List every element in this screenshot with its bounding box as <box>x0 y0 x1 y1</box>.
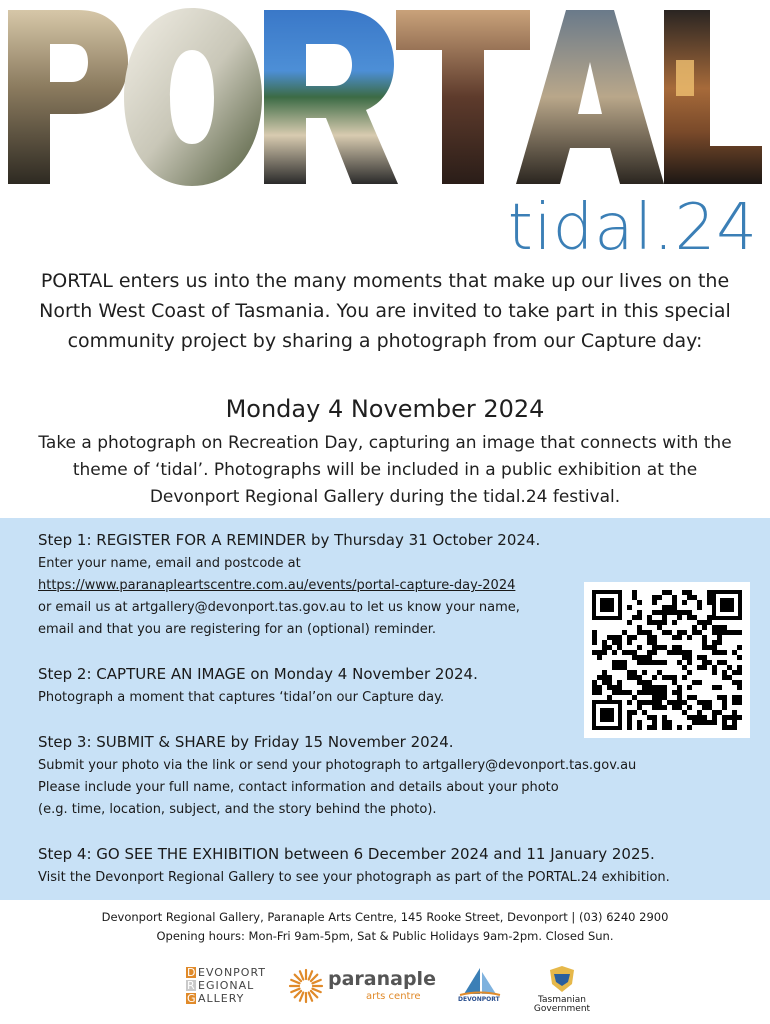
festival-subtitle: tidal.24 <box>507 191 758 265</box>
letter-l <box>664 10 762 184</box>
portal-title-block <box>0 0 770 265</box>
letter-r <box>264 10 398 184</box>
paranaple-arts-centre-logo: paranaple arts centre <box>286 966 436 1006</box>
sunburst-icon <box>288 968 324 1004</box>
opening-hours: Opening hours: Mon-Fri 9am-5pm, Sat & Public Holidays 9am-2pm. Closed Sun. <box>156 929 614 943</box>
portal-photo-letters <box>0 0 770 200</box>
step-3-title: Step 3: SUBMIT & SHARE by Friday 15 November 2024. <box>38 733 454 751</box>
step-2-title: Step 2: CAPTURE AN IMAGE on Monday 4 November 2024. <box>38 665 478 683</box>
letter-a <box>516 10 664 184</box>
intro-paragraph: PORTAL enters us into the many moments that make up our lives on the North West Coast of Tasmania. You are invited to take part in this special community project by sharing a photograph from our Capture day: <box>39 270 731 352</box>
step-1-title: Step 1: REGISTER FOR A REMINDER by Thursday 31 October 2024. <box>38 531 541 549</box>
letter-o <box>124 8 262 186</box>
letter-p <box>8 10 128 184</box>
step-3-line: Please include your full name, contact information and details about your photo <box>38 780 559 795</box>
gallery-address: Devonport Regional Gallery, Paranaple Arts Centre, 145 Rooke Street, Devonport | (03) 6240 2900 <box>101 910 669 924</box>
tasmanian-crest-icon <box>542 964 582 994</box>
devonport-regional-gallery-logo: D EVONPORT R EGIONAL G ALLERY <box>187 966 267 1005</box>
registration-link[interactable]: https://www.paranapleartscentre.com.au/events/portal-capture-day-2024 <box>38 578 516 593</box>
qr-code-graphic <box>584 582 750 738</box>
description-paragraph: Take a photograph on Recreation Day, capturing an image that connects with the theme of ‘tidal’. Photographs will be included in a public exhibition at the Devonport Regional Gallery during the tidal.24 festival. <box>38 433 732 507</box>
letter-t <box>396 10 530 184</box>
devonport-city-logo: DEVONPORT <box>456 966 504 1010</box>
step-1-line: email and that you are registering for an (optional) reminder. <box>38 622 437 637</box>
step-4-title: Step 4: GO SEE THE EXHIBITION between 6 December 2024 and 11 January 2025. <box>38 845 655 863</box>
footer-info <box>0 908 770 946</box>
step-2-line: Photograph a moment that captures ‘tidal’on our Capture day. <box>38 690 445 705</box>
step-4-line: Visit the Devonport Regional Gallery to see your photograph as part of the PORTAL.24 exhibition. <box>38 870 670 885</box>
step-1-link <box>38 576 515 596</box>
capture-date: Monday 4 November 2024 <box>225 395 545 423</box>
steps-panel <box>0 518 770 900</box>
qr-code[interactable] <box>584 582 750 738</box>
step-3-line: Submit your photo via the link or send your photograph to artgallery@devonport.tas.gov.au <box>38 758 637 773</box>
tasmanian-government-logo: Tasmanian Government <box>530 964 594 1014</box>
sail-icon <box>456 966 504 996</box>
step-3-line: (e.g. time, location, subject, and the story behind the photo). <box>38 802 437 817</box>
step-1-line: Enter your name, email and postcode at <box>38 556 301 571</box>
step-1-line: or email us at artgallery@devonport.tas.gov.au to let us know your name, <box>38 600 520 615</box>
